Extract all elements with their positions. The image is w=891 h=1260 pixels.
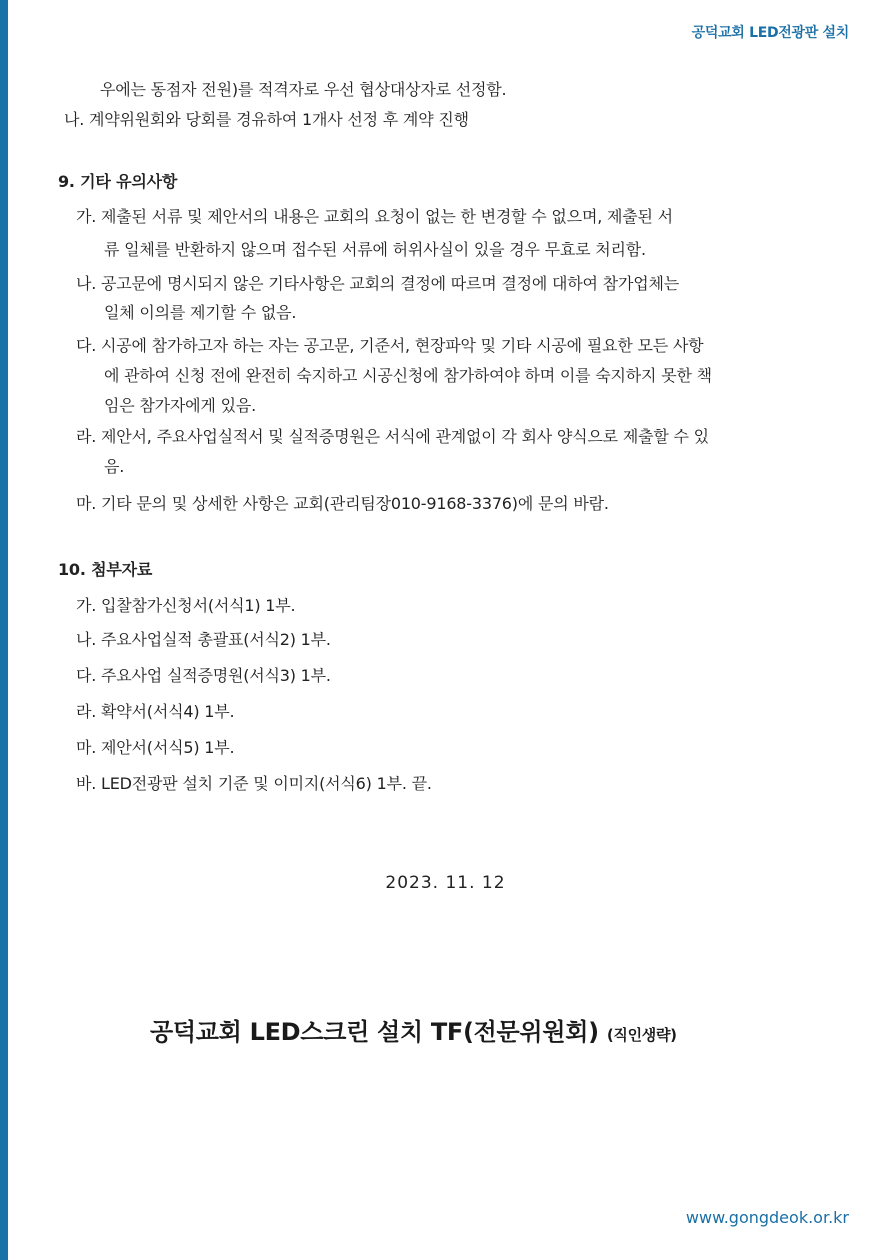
section-9-line: 가. 제출된 서류 및 제안서의 내용은 교회의 요청이 없는 한 변경할 수 없으며, 제출된 서	[76, 207, 673, 226]
section-9-heading: 9. 기타 유의사항	[58, 172, 178, 191]
document-date: 2023. 11. 12	[385, 873, 506, 893]
section-9-line: 류 일체를 반환하지 않으며 접수된 서류에 허위사실이 있을 경우 무효로 처리함.	[104, 240, 646, 259]
signature-note: (직인생략)	[606, 1026, 677, 1044]
footer-website-url: www.gongdeok.or.kr	[685, 1208, 849, 1227]
attachment-item: 바. LED전광판 설치 기준 및 이미지(서식6) 1부. 끝.	[76, 774, 432, 793]
section-9-line: 일체 이의를 제기할 수 없음.	[104, 303, 297, 322]
section-9-line: 라. 제안서, 주요사업실적서 및 실적증명원은 서식에 관계없이 각 회사 양식으로 제출할 수 있	[76, 427, 709, 446]
attachment-item: 마. 제안서(서식5) 1부.	[76, 738, 235, 757]
attachment-item: 가. 입찰참가신청서(서식1) 1부.	[76, 596, 296, 615]
section-9-line: 에 관하여 신청 전에 완전히 숙지하고 시공신청에 참가하여야 하며 이를 숙지하지 못한 책	[104, 366, 712, 385]
attachment-item: 나. 주요사업실적 총괄표(서식2) 1부.	[76, 630, 331, 649]
section-9-line: 나. 공고문에 명시되지 않은 기타사항은 교회의 결정에 따르며 결정에 대하여 참가업체는	[76, 274, 679, 293]
section-9-line: 임은 참가자에게 있음.	[104, 396, 256, 415]
section-10-heading: 10. 첨부자료	[58, 560, 153, 579]
section-9-line: 다. 시공에 참가하고자 하는 자는 공고문, 기준서, 현장파악 및 기타 시공에 필요한 모든 사항	[76, 336, 704, 355]
document-header-title: 공덕교회 LED전광판 설치	[691, 25, 849, 41]
signature-block	[150, 1012, 677, 1047]
section-9-line: 마. 기타 문의 및 상세한 사항은 교회(관리팀장010-9168-3376)에 문의 바람.	[76, 494, 609, 513]
left-accent-bar	[0, 0, 8, 1260]
continuation-line-2: 나. 계약위원회와 당회를 경유하여 1개사 선정 후 계약 진행	[64, 110, 469, 129]
attachment-item: 라. 확약서(서식4) 1부.	[76, 702, 235, 721]
signature-main: 공덕교회 LED스크린 설치 TF(전문위원회)	[150, 1018, 599, 1046]
continuation-line-1: 우에는 동점자 전원)를 적격자로 우선 협상대상자로 선정함.	[100, 80, 507, 99]
section-9-line: 음.	[104, 457, 125, 476]
attachment-item: 다. 주요사업 실적증명원(서식3) 1부.	[76, 666, 331, 685]
